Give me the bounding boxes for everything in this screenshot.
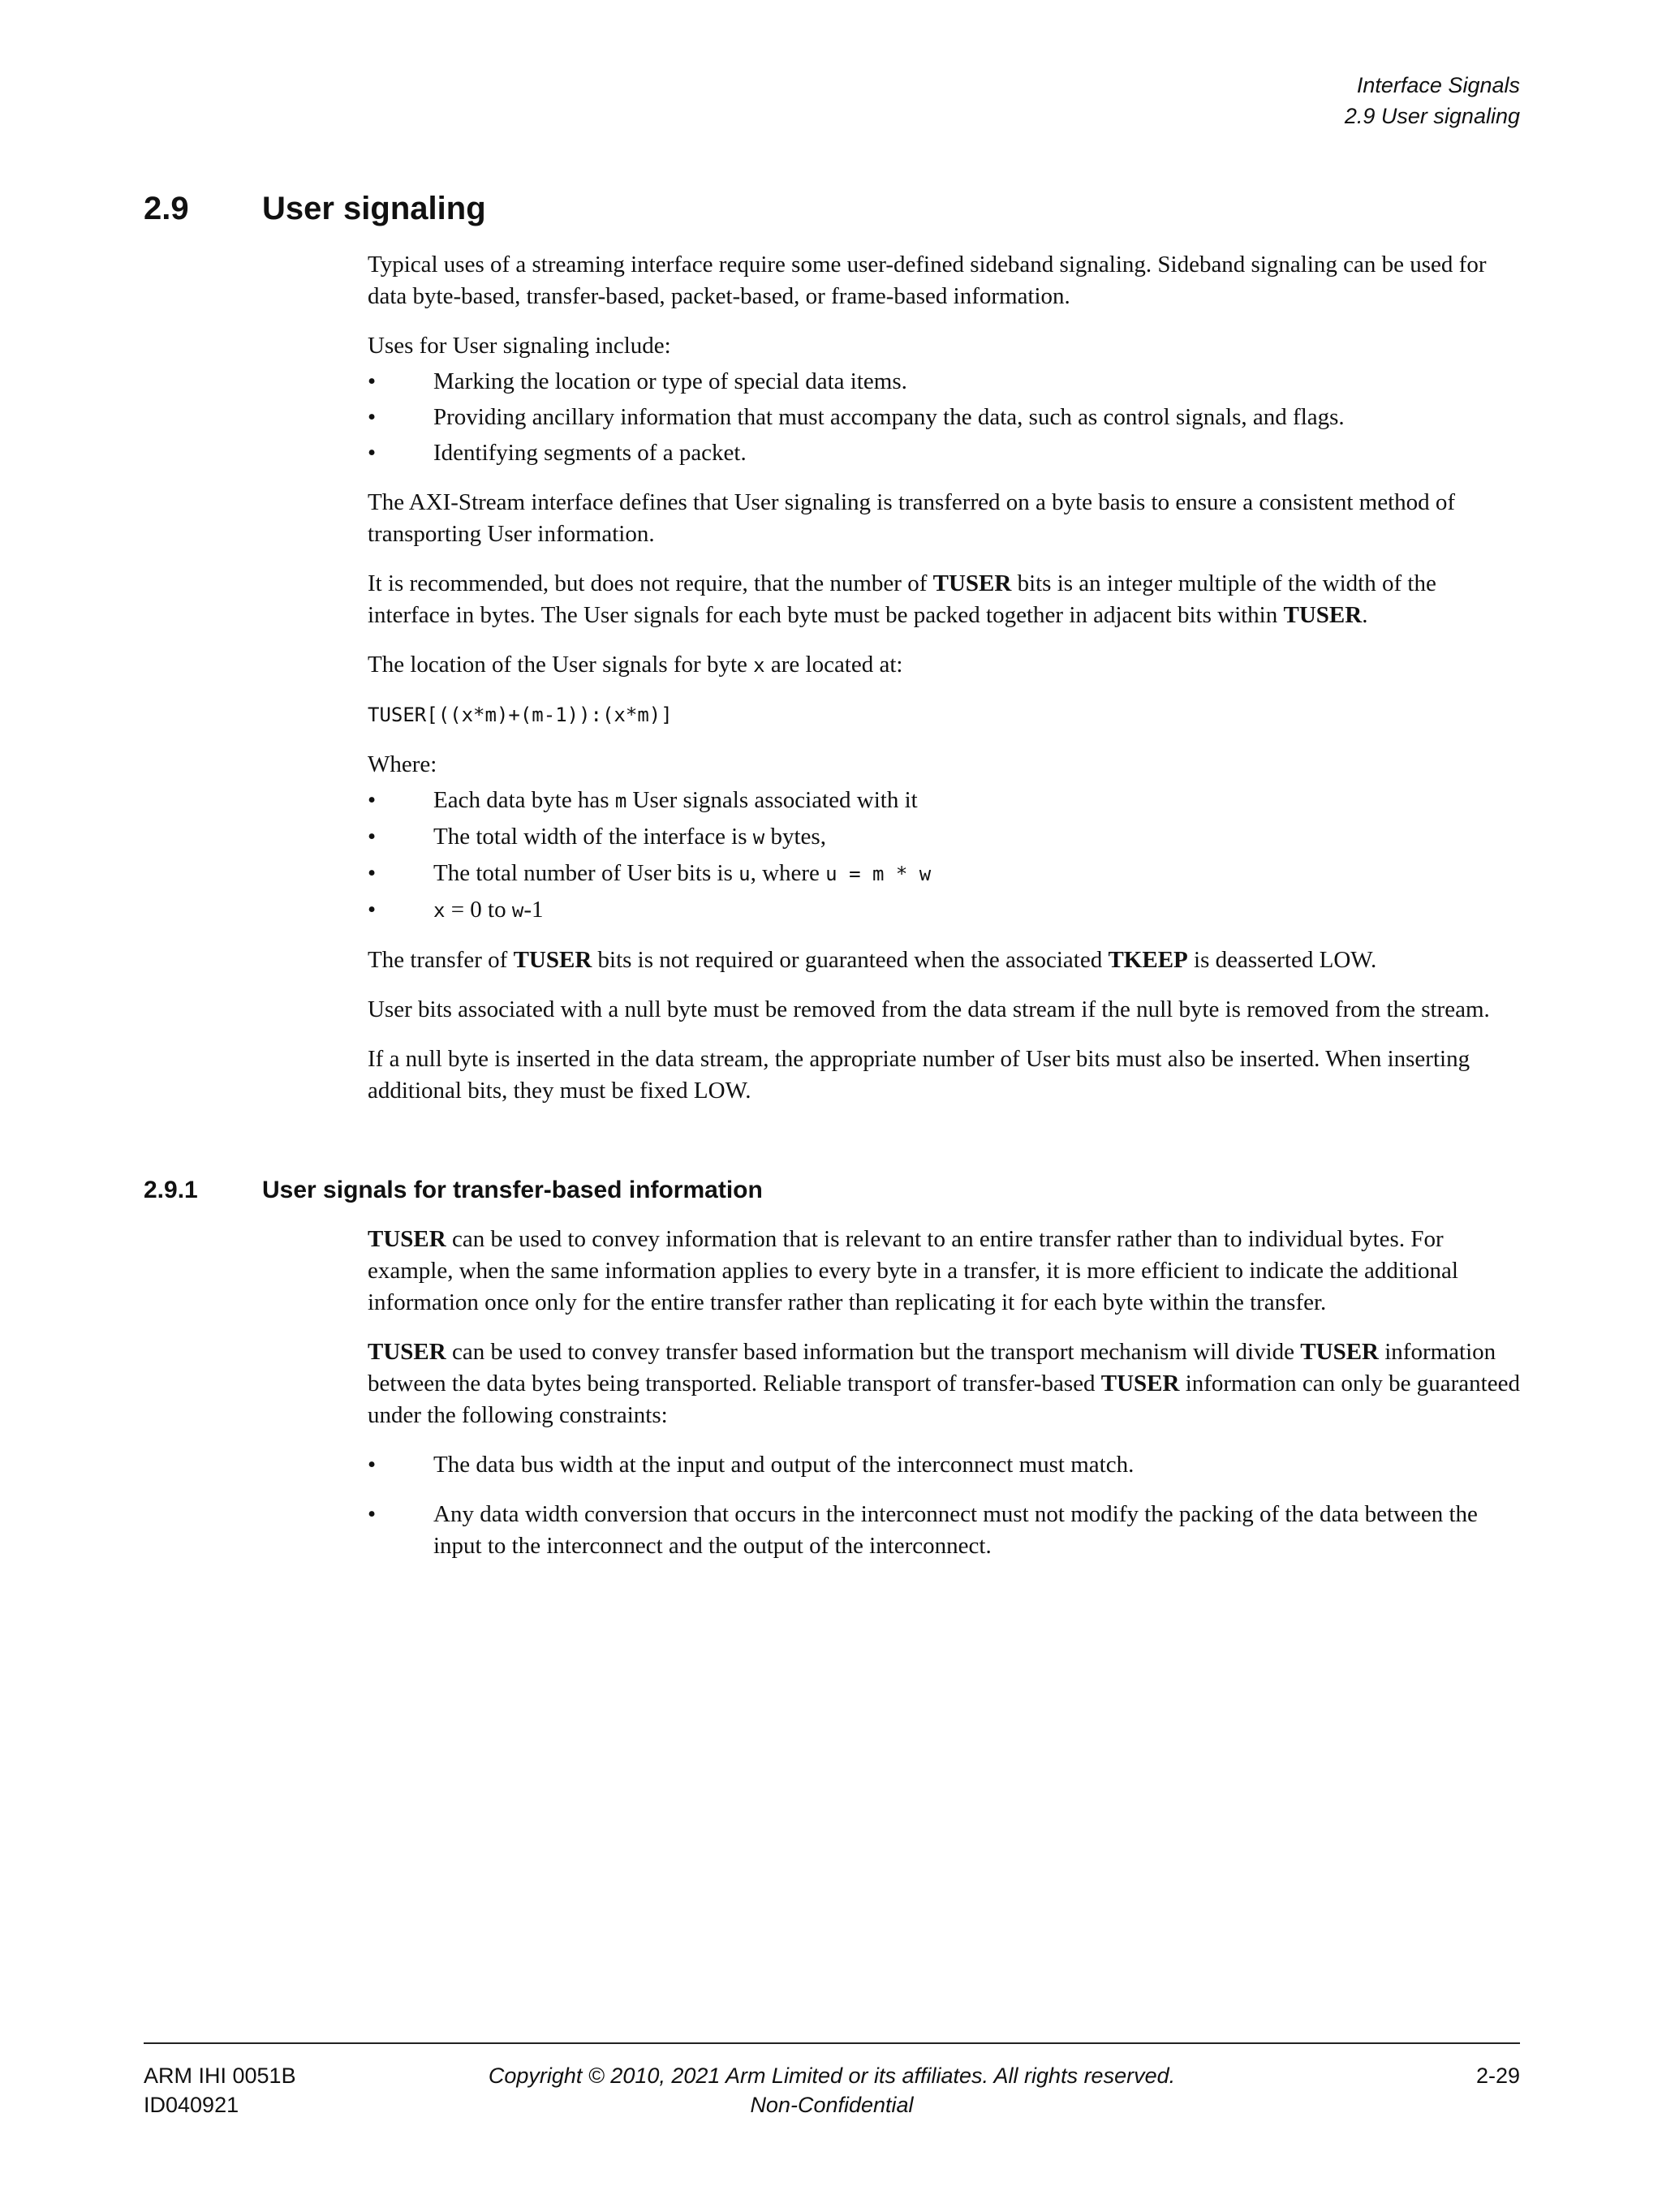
text-run: = 0 to [445, 897, 512, 923]
list-item [368, 894, 1520, 927]
running-header-section: 2.9 User signaling [1344, 104, 1520, 128]
signal-name-tuser: TUSER [1283, 602, 1363, 628]
signal-name-tuser: TUSER [513, 947, 592, 973]
text-run: bits is not required or guaranteed when the associated [592, 947, 1109, 973]
subsection-title: User signals for transfer-based information [262, 1177, 763, 1203]
section-number: 2.9 [144, 191, 189, 226]
subsection-number: 2.9.1 [144, 1177, 198, 1203]
text-run: are located at: [764, 652, 903, 678]
text-run: The total width of the interface is [433, 824, 753, 850]
text-run: -1 [523, 897, 544, 923]
tuser-width-paragraph [368, 568, 1520, 631]
where-label: Where: [368, 751, 437, 777]
uses-list [368, 366, 1520, 469]
footer-copyright [144, 2061, 1520, 2119]
page-number: 2-29 [1475, 2064, 1520, 2088]
bullet: • [368, 404, 377, 430]
section-title: User signaling [262, 191, 486, 226]
byte-basis-paragraph: The AXI-Stream interface defines that User signaling is transferred on a byte basis to ensure a consistent method of transporting User information. [368, 489, 1456, 547]
bullet: • [368, 897, 377, 923]
section-body [368, 249, 1520, 1107]
text-run: bits is an integer multiple of the width of the interface in bytes. The User signals for each byte must be packed together in adjacent bits within [368, 570, 1436, 628]
uses-intro: Uses for User signaling include: [368, 333, 671, 359]
text-run: information between the data bytes being transported. Reliable transport of transfer-based [368, 1339, 1496, 1396]
list-item-text: Any data width conversion that occurs in the interconnect must not modify the packing of the data between the input to the interconnect and the output of the interconnect. [433, 1501, 1478, 1559]
list-item [368, 1499, 1520, 1562]
text-run: User signals associated with it [626, 787, 918, 813]
list-item-text: The data bus width at the input and output of the interconnect must match. [433, 1452, 1135, 1478]
copyright-text: Copyright © 2010, 2021 Arm Limited or its affiliates. All rights reserved. [488, 2064, 1176, 2088]
signal-name-tuser: TUSER [1100, 1371, 1180, 1396]
signal-name-tkeep: TKEEP [1108, 947, 1188, 973]
code-line: TUSER[((x*m)+(m-1)):(x*m)] [368, 704, 673, 726]
text-run: information can only be guaranteed under the following constraints: [368, 1371, 1520, 1428]
list-item [368, 402, 1520, 433]
bullet: • [368, 368, 377, 394]
transport-paragraph [368, 1336, 1520, 1431]
list-item [368, 1449, 1520, 1481]
signal-name-tuser: TUSER [1300, 1339, 1379, 1365]
text-run: . [1362, 602, 1368, 628]
code-x: x [433, 899, 446, 922]
list-item [368, 366, 1520, 398]
document-issue-id: ID040921 [144, 2093, 239, 2117]
confidentiality-text: Non-Confidential [750, 2093, 914, 2117]
text-run: The transfer of [368, 947, 514, 973]
list-item [368, 437, 1520, 469]
bullet: • [368, 860, 377, 886]
signal-name-tuser: TUSER [368, 1226, 446, 1252]
text-run: is deasserted LOW. [1187, 947, 1377, 973]
document-number: ARM IHI 0051B [144, 2064, 296, 2088]
text-run: The total number of User bits is [433, 860, 739, 886]
null-byte-inserted-paragraph: If a null byte is inserted in the data stream, the appropriate number of User bits must also be inserted. When inserting additional bits, they must be fixed LOW. [368, 1046, 1470, 1104]
code-w: w [752, 826, 765, 849]
text-run: can be used to convey transfer based information but the transport mechanism will divide [446, 1339, 1301, 1365]
code-m: m [614, 790, 627, 812]
footer-divider [144, 2042, 1520, 2044]
list-item-text: Marking the location or type of special data items. [433, 368, 907, 394]
bullet: • [368, 1501, 377, 1527]
subsection-body [368, 1224, 1520, 1562]
code-u: u [738, 863, 751, 885]
text-run: bytes, [764, 824, 826, 850]
bullet: • [368, 1452, 377, 1478]
code-formula: u = m * w [825, 863, 932, 885]
text-run: can be used to convey information that is relevant to an entire transfer rather than to individual bytes. For example, when the same information applies to every byte in a transfer, it is more efficient to indicate the additional information once only for the entire transfer rather than replicating it for each byte within the transfer. [368, 1226, 1458, 1315]
null-byte-removed-paragraph: User bits associated with a null byte must be removed from the data stream if the null byte is removed from the stream. [368, 996, 1490, 1022]
tkeep-paragraph [368, 945, 1520, 976]
text-run: It is recommended, but does not require, that the number of [368, 570, 933, 596]
signal-name-tuser: TUSER [368, 1339, 446, 1365]
signal-name-tuser: TUSER [932, 570, 1012, 596]
bullet: • [368, 787, 377, 813]
list-item-text: Identifying segments of a packet. [433, 440, 747, 466]
location-paragraph [368, 649, 1520, 682]
text-run: , where [750, 860, 826, 886]
bullet: • [368, 440, 377, 466]
bullet: • [368, 824, 377, 850]
list-item-text: Providing ancillary information that must accompany the data, such as control signals, and flags. [433, 404, 1345, 430]
list-item [368, 858, 1520, 890]
intro-paragraph: Typical uses of a streaming interface require some user-defined sideband signaling. Sideband signaling can be used for data byte-based, transfer-based, packet-based, or frame-based information. [368, 252, 1487, 309]
constraints-list [368, 1449, 1520, 1562]
running-header [1345, 70, 1520, 131]
code-w: w [511, 899, 524, 922]
running-header-chapter: Interface Signals [1356, 73, 1520, 97]
text-run: Each data byte has [433, 787, 615, 813]
list-item [368, 821, 1520, 854]
code-x: x [753, 654, 765, 677]
transfer-info-paragraph [368, 1224, 1520, 1319]
where-list [368, 785, 1520, 927]
list-item [368, 785, 1520, 817]
text-run: The location of the User signals for byte [368, 652, 754, 678]
